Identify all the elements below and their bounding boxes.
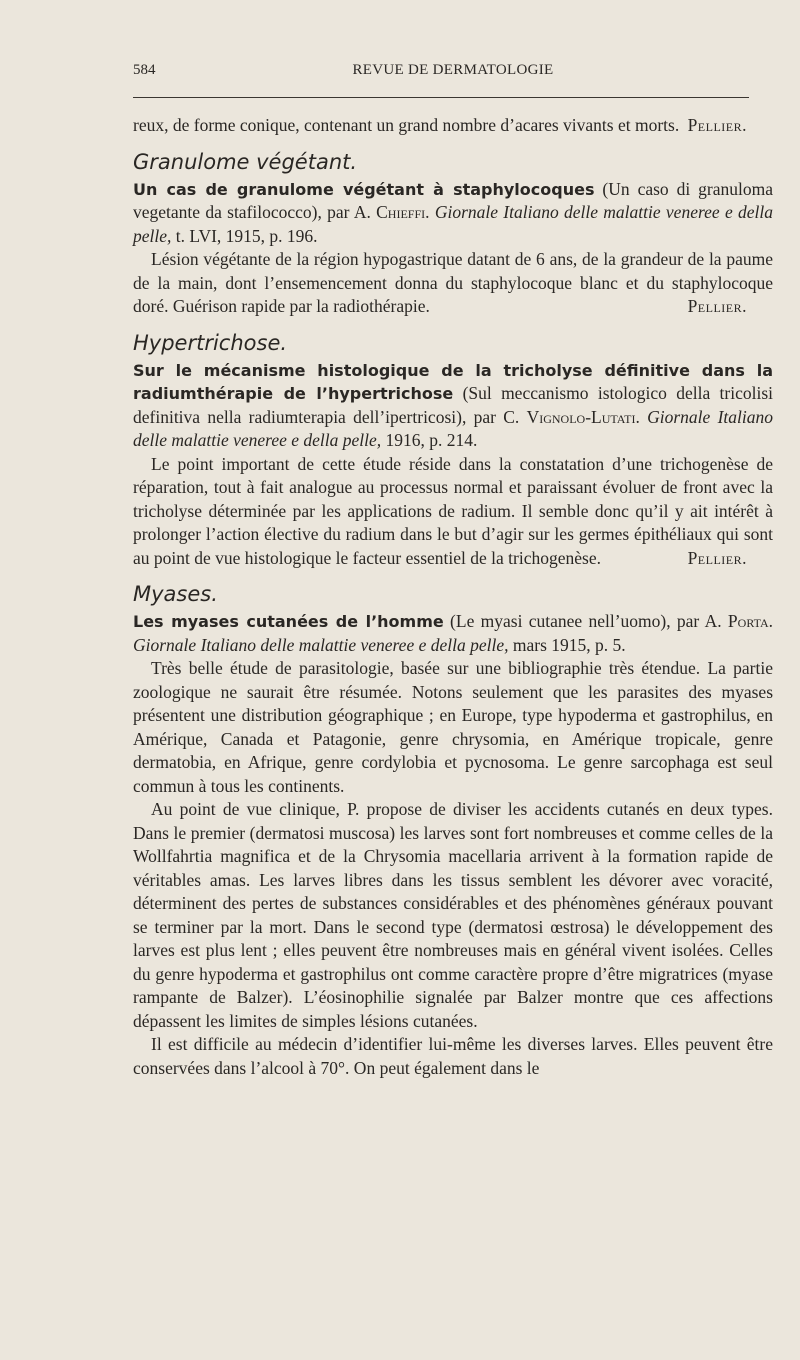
- citation-text: (Le myasi cutanee nell’uomo), par A.: [443, 611, 728, 631]
- body-paragraph: Le point important de cette étude réside dans la constatation d’une trichogenèse de réparation, tout à fait analogue au processus normal et paraissant évoluer de front avec la tricholyse déterminée par les applications de radium. Il semble donc qu’il y ait intérêt à prolonger l’action élective du radium dans le but d’agir sur les germes épithéliaux qui sont au point de vue histologique le facteur essentiel de la trichogenèse.: [133, 453, 773, 568]
- citation-text: t. LVI, 1915, p. 196.: [171, 225, 318, 246]
- header-rule: [133, 97, 749, 98]
- body-paragraph: Il est difficile au médecin d’identifier lui-même les diverses larves. Elles peuvent être conservées dans l’alcool à 70°. On peut également dans le: [133, 1034, 773, 1078]
- citation-text: mars 1915, p. 5.: [508, 634, 626, 655]
- journal-name: Giornale Italiano delle malattie veneree e della pelle,: [133, 202, 773, 246]
- citation-text: .: [635, 406, 648, 427]
- article-citation: [133, 610, 773, 657]
- citation-text: (Un caso di granuloma vegetante da stafilococco), par A.: [133, 178, 773, 222]
- body-paragraph: Au point de vue clinique, P. propose de diviser les accidents cutanés en deux types. Dans le premier (dermatosi muscosa) les larves sont fort nombreuses et comme celles de la Wollfahrtia magnifica et de la Chrysomia macellaria arrivent à la formation rapide de véritables amas. Les larves libres dans les tissus semblent les dévorer avec voracité, déterminent des pertes de substances considérables et des phénomènes généraux pouvant se terminer par la mort. Dans le second type (dermatosi œstrosa) le développement des larves est plus lent ; elles peuvent être nombreuses mais en général vivent isolées. Celles du genre hypoderma et gastrophilus ont comme caractère propre d’être migratrices (myase rampante de Balzer). L’éosinophilie signalée par Balzer montre que ces affections dépassent les limites de simples lésions cutanées.: [133, 799, 773, 1031]
- signature: Pellier.: [687, 296, 747, 316]
- author-name: Vignolo-Lutati: [526, 406, 636, 427]
- author-name: Porta: [727, 611, 769, 631]
- section-heading: Hypertrichose.: [133, 330, 288, 355]
- journal-page: [133, 56, 774, 1078]
- journal-name: Giornale Italiano delle malattie veneree e della pelle,: [133, 634, 509, 655]
- article-citation: [133, 359, 773, 453]
- body-paragraph: Très belle étude de parasitologie, basée sur une bibliographie très étendue. La partie zoologique ne saurait être résumée. Notons seulement que les parasites des myases présentent une distribution géographique ; en Europe, type hypoderma et gastrophilus, en Amérique, Canada et Patagonie, genre chrysomia, en Amérique tropicale, genre dermatobia, en Afrique, genre cordylobia et pycnosoma. Le genre sarcophaga est seul commun à tous les continents.: [133, 658, 773, 796]
- article-title: Les myases cutanées de l’homme: [133, 612, 444, 631]
- intro-paragraph: reux, de forme conique, contenant un grand nombre d’acares vivants et morts.: [133, 115, 680, 135]
- author-name: Chieffi: [376, 202, 426, 222]
- running-title: REVUE DE DERMATOLOGIE: [352, 62, 554, 78]
- article-citation: [133, 178, 773, 249]
- article-title: Un cas de granulome végétant à staphylocoques: [133, 179, 595, 199]
- body-paragraph: Lésion végétante de la région hypogastrique datant de 6 ans, de la grandeur de la paume de la main, dont l’ensemencement donna du staphylocoque blanc et du staphylocoque doré. Guérison rapide par la radiothérapie.: [133, 249, 773, 316]
- citation-text: 1916, p. 214.: [381, 430, 478, 450]
- section-heading: Myases.: [133, 582, 218, 606]
- page-number: 584: [133, 62, 156, 78]
- citation-text: .: [425, 202, 435, 222]
- intro-signature: Pellier.: [687, 115, 747, 135]
- page-content: [133, 114, 773, 1080]
- section-heading: Granulome végétant.: [133, 149, 358, 174]
- page-header: [133, 56, 773, 86]
- article-title: Sur le mécanisme histologique de la tricholyse définitive dans la radiumthérapie de l’hypertrichose: [133, 360, 773, 403]
- signature: Pellier.: [687, 547, 747, 568]
- journal-name: Giornale Italiano delle malattie veneree e della pelle,: [133, 406, 774, 450]
- citation-text: (Sul meccanismo istologico della tricolisi definitiva nella radiumterapia dell’ipertricosi), par C.: [133, 383, 774, 427]
- citation-text: .: [768, 611, 774, 631]
